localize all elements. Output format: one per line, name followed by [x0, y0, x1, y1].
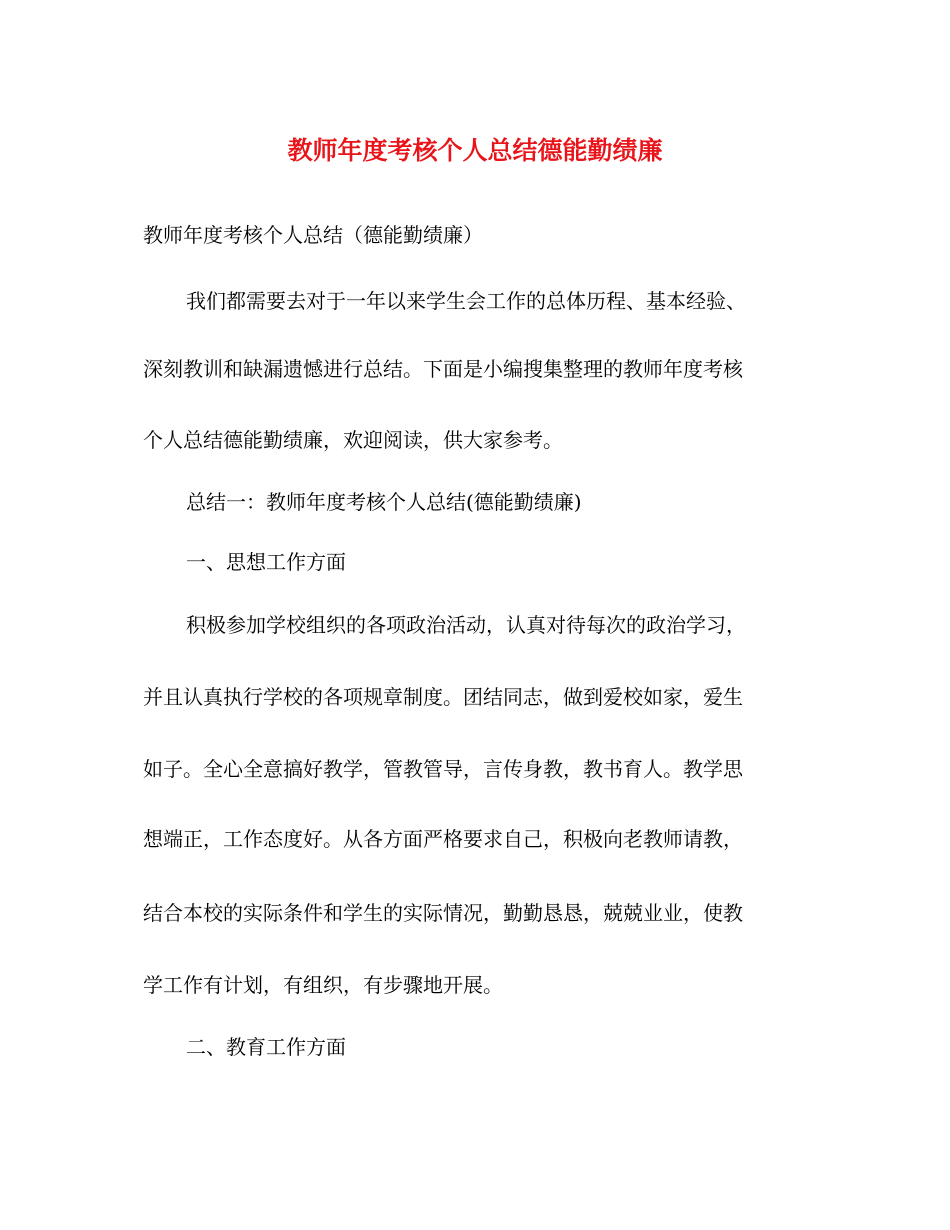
- section-heading: 一、思想工作方面: [186, 550, 346, 574]
- section-heading: 二、教育工作方面: [186, 1035, 346, 1059]
- paragraph-line: 学工作有计划，有组织，有步骤地开展。: [143, 973, 503, 997]
- paragraph-line: 如子。全心全意搞好教学，管教管导，言传身教，教书育人。教学思: [143, 757, 743, 781]
- paragraph-line: 我们都需要去对于一年以来学生会工作的总体历程、基本经验、: [186, 289, 746, 313]
- paragraph-line: 个人总结德能勤绩廉，欢迎阅读，供大家参考。: [143, 428, 563, 452]
- paragraph-line: 结合本校的实际条件和学生的实际情况，勤勤恳恳，兢兢业业，使教: [143, 901, 743, 925]
- subtitle-line: 教师年度考核个人总结（德能勤绩廉）: [143, 223, 483, 247]
- document-title: 教师年度考核个人总结德能勤绩廉: [287, 136, 663, 165]
- paragraph-line: 想端正，工作态度好。从各方面严格要求自己，积极向老教师请教，: [143, 827, 743, 851]
- paragraph-line: 深刻教训和缺漏遗憾进行总结。下面是小编搜集整理的教师年度考核: [143, 357, 743, 381]
- section-heading: 总结一：教师年度考核个人总结(德能勤绩廉): [186, 490, 582, 514]
- paragraph-line: 积极参加学校组织的各项政治活动，认真对待每次的政治学习，: [186, 613, 746, 637]
- paragraph-line: 并且认真执行学校的各项规章制度。团结同志，做到爱校如家，爱生: [143, 685, 743, 709]
